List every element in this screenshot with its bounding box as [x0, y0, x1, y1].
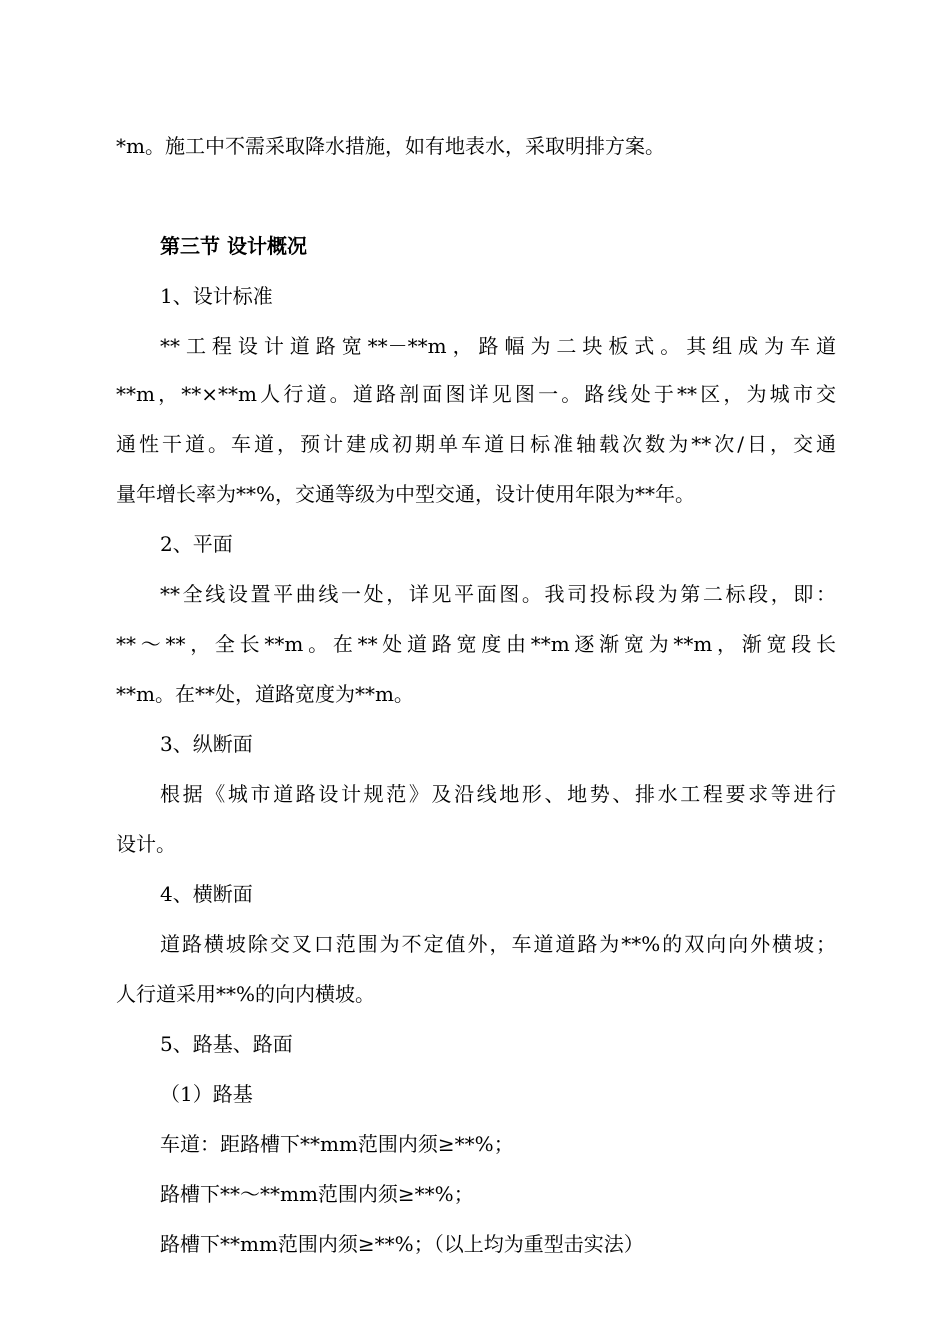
- subsection-heading: （1）路基: [160, 1082, 253, 1106]
- paragraph-line: 车道：距路槽下**mm范围内须≥**%；: [160, 1132, 514, 1156]
- subsection-heading: 3、纵断面: [160, 732, 253, 756]
- paragraph-line: 量年增长率为**%，交通等级为中型交通，设计使用年限为**年。: [116, 482, 696, 506]
- paragraph-line: 道路横坡除交叉口范围为不定值外，车道道路为**%的双向向外横坡；: [160, 932, 836, 956]
- paragraph-line: 通性干道。车道，预计建成初期单车道日标准轴载次数为**次/日，交通: [116, 432, 836, 456]
- paragraph-line: **～**，全长**m。在**处道路宽度由**m逐渐宽为**m，渐宽段长: [116, 632, 836, 656]
- paragraph-line: 路槽下**mm范围内须≥**%；（以上均为重型击实法）: [160, 1232, 644, 1256]
- paragraph-line: **全线设置平曲线一处，详见平面图。我司投标段为第二标段，即：: [160, 582, 836, 606]
- paragraph-line: 人行道采用**%的向内横坡。: [116, 982, 376, 1006]
- paragraph-line: 设计。: [116, 832, 176, 856]
- paragraph-line: **m。在**处，道路宽度为**m。: [116, 682, 414, 706]
- subsection-heading: 5、路基、路面: [160, 1032, 293, 1056]
- subsection-heading: 4、横断面: [160, 882, 253, 906]
- paragraph-line: **工程设计道路宽**－**m，路幅为二块板式。其组成为车道: [160, 334, 836, 358]
- paragraph-line: 路槽下**～**mm范围内须≥**%；: [160, 1182, 474, 1206]
- subsection-heading: 2、平面: [160, 532, 233, 556]
- paragraph-line: **m，**×**m人行道。道路剖面图详见图一。路线处于**区，为城市交: [116, 382, 836, 406]
- paragraph-line: 根据《城市道路设计规范》及沿线地形、地势、排水工程要求等进行: [160, 782, 836, 806]
- subsection-heading: 1、设计标准: [160, 284, 273, 308]
- paragraph-line: *m。施工中不需采取降水措施，如有地表水，采取明排方案。: [116, 134, 665, 158]
- section-heading: 第三节 设计概况: [160, 234, 307, 258]
